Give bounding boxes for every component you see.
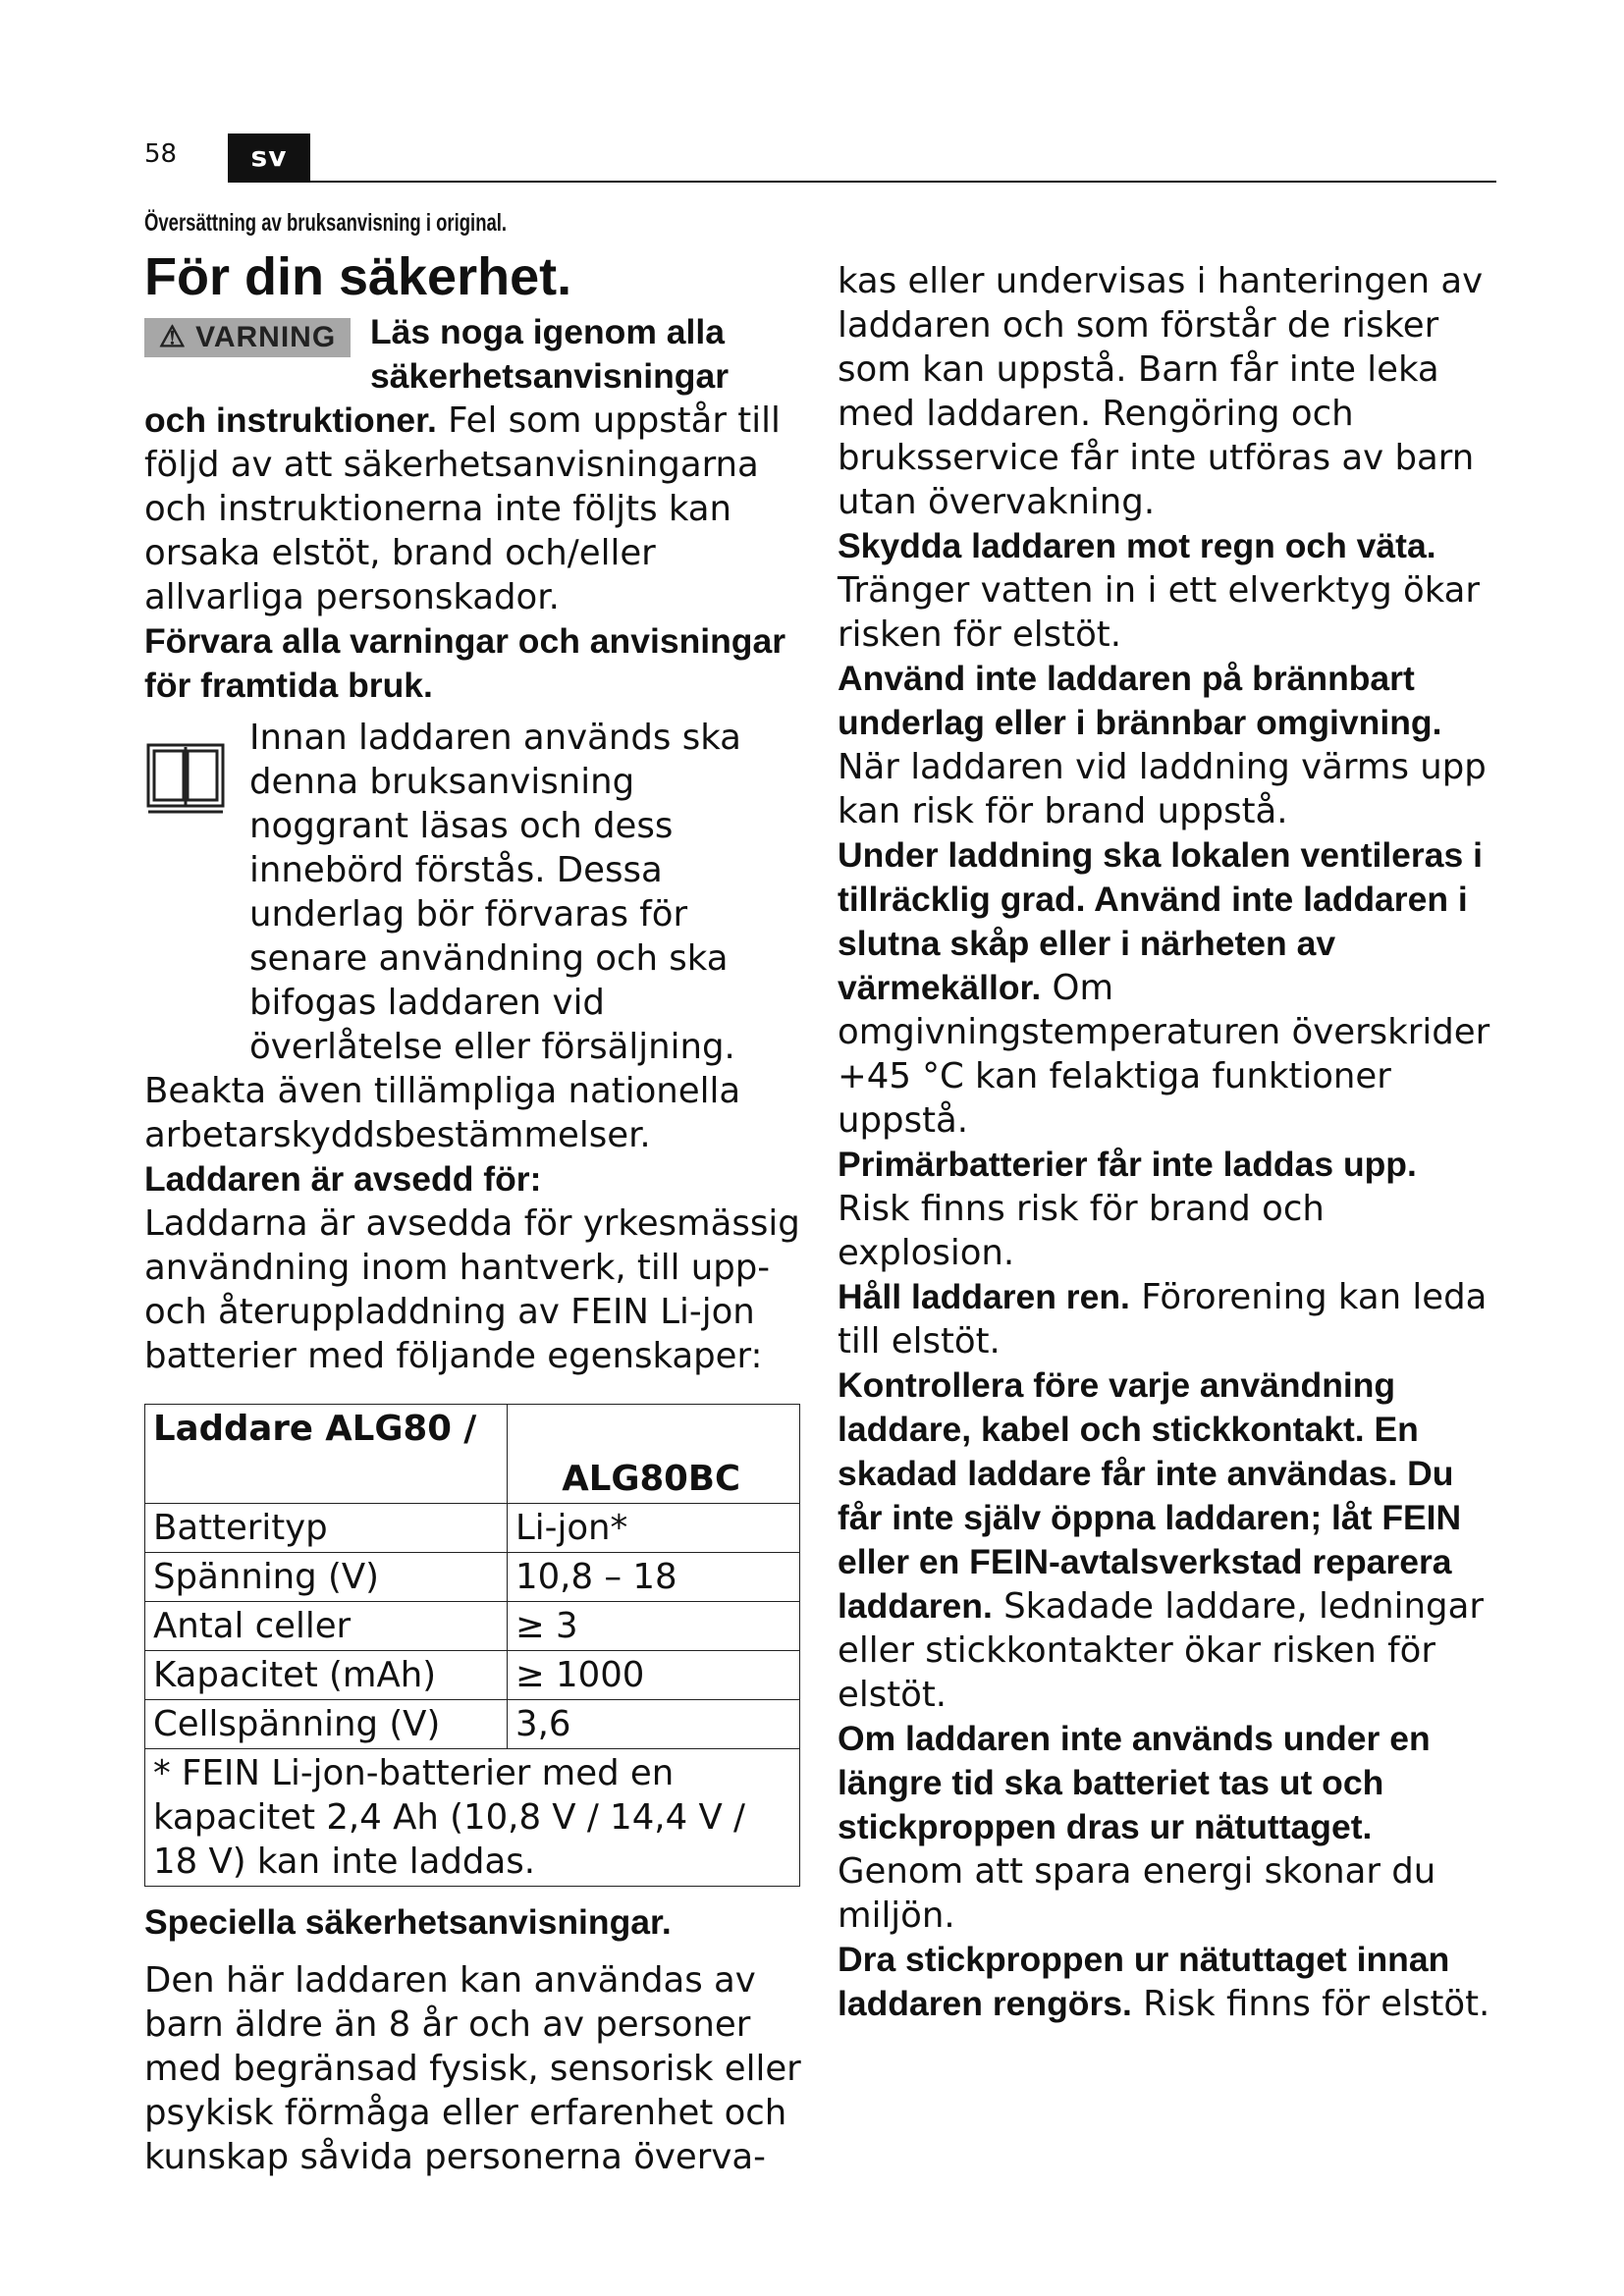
table-row [145,1504,800,1553]
table-row [145,1602,800,1651]
intended-use-text: Laddarna är avsedda för yrkesmässig användning inom hantverk, till upp- och återuppladdning av FEIN Li-jon batterier med följande egenskaper: [144,1203,800,1376]
table-row [145,1553,800,1602]
table-footnote: * FEIN Li-jon-batterier med en kapacitet 2,4 Ah (10,8 V / 14,4 V / 18 V) kan inte laddas. [145,1749,800,1887]
rain-heading: Skydda laddaren mot regn och väta. [838,526,1436,565]
clean-text: Förorening kan leda till elstöt. [838,1277,1488,1362]
table-cell-value: ≥ 1000 [508,1651,800,1700]
ventilation-text: Om omgivningstemperaturen överskrider +45 °C kan felaktiga funktioner uppstå. [838,968,1490,1141]
warning-heading-line-1: Läs noga igenom alla [370,312,725,351]
document-subtitle: Översättning av bruksanvisning i original. [144,209,508,237]
table-cell-label: Kapacitet (mAh) [145,1651,508,1700]
inspect-heading: Kontrollera före varje användning laddare, kabel och stickkontakt. En skadad laddare får inte användas. Du får inte själv öppna laddaren; låt FEIN eller en FEIN-avtalsverkstad reparera laddaren. [838,1365,1462,1626]
warning-heading-line-3: och instruktioner. [144,400,437,440]
rain-text: Tränger vatten in i ett elverktyg ökar risken för elstöt. [838,570,1481,655]
warning-block [144,310,802,399]
national-regulations: Beakta även tillämpliga nationella arbetarskyddsbestämmelser. [144,1071,741,1155]
table-row [145,1651,800,1700]
manual-text: Innan laddaren används ska denna bruksanvisning noggrant läsas och dess innebörd förstås. Dessa underlag bör förvaras för senare användning och ska bifogas laddaren vid överlåtelse eller försäljning. [249,718,741,1067]
inspect-paragraph [838,1363,1505,1717]
header-rule [228,181,1496,183]
table-cell-value: 3,6 [508,1700,800,1749]
table-cell-value: ≥ 3 [508,1602,800,1651]
table-header-right: ALG80BC [508,1405,800,1504]
table-cell-value: Li-jon* [508,1504,800,1553]
unplug-text: Risk finns för elstöt. [1131,1984,1490,2024]
unused-heading: Om laddaren inte används under en längre tid ska batteriet tas ut och stickproppen dras ur nätuttaget. [838,1719,1431,1846]
table-header-left: Laddare ALG80 / [145,1405,508,1504]
continuation-text: kas eller undervisas i hanteringen av laddaren och som förstår de risker som kan uppstå. Barn får inte leka med laddaren. Rengöring och bruksservice får inte utföras av barn utan övervakning. [838,261,1484,522]
unplug-heading: Dra stickproppen ur nätuttaget innan laddaren rengörs. [838,1940,1450,2023]
flammable-heading: Använd inte laddaren på brännbart underlag eller i brännbar omgivning. [838,659,1442,742]
table-cell-value: 10,8 – 18 [508,1553,800,1602]
table-row [145,1700,800,1749]
page-number: 58 [144,139,178,169]
inspect-text: Skadade laddare, ledningar eller stickkontakter ökar risken för elstöt. [838,1586,1484,1715]
warning-paragraph [144,399,802,619]
clean-heading: Håll laddaren ren. [838,1277,1130,1316]
table-header-row [145,1405,800,1504]
left-column [144,247,802,2179]
keep-notice: Förvara alla varningar och anvisningar för framtida bruk. [144,621,786,705]
intended-use-heading: Laddaren är avsedd för: [144,1159,542,1199]
primary-battery-heading: Primärbatterier får inte laddas upp. [838,1145,1417,1184]
section-title: För din säkerhet. [144,247,572,306]
table-footnote-row [145,1749,800,1887]
clean-paragraph [838,1275,1505,1363]
ventilation-heading: Under laddning ska lokalen ventileras i tillräcklig grad. Använd inte laddaren i slutna skåp eller i närheten av värmekällor. [838,835,1483,1007]
warning-triangle-icon: ⚠ [158,321,187,353]
special-instructions-text: Den här laddaren kan användas av barn äldre än 8 år och av personer med begränsad fysisk, sensorisk eller psykisk förmåga eller erfarenhet och kunskap såvida personerna överva- [144,1960,801,2177]
warning-badge [144,318,351,357]
table-cell-label: Spänning (V) [145,1553,508,1602]
charger-spec-table [144,1404,800,1887]
right-column [838,259,1505,2026]
table-cell-label: Antal celler [145,1602,508,1651]
language-badge: sv [228,133,310,181]
warning-body: Fel som uppstår till följd av att säkerhetsanvisningarna och instruktionerna inte följts kan orsaka elstöt, brand och/eller allvarliga personskador. [144,400,781,617]
primary-battery-text: Risk finns risk för brand och explosion. [838,1189,1325,1273]
unplug-paragraph [838,1938,1505,2026]
table-cell-label: Cellspänning (V) [145,1700,508,1749]
unused-text: Genom att spara energi skonar du miljön. [838,1851,1436,1936]
manual-notice [144,716,802,1069]
book-icon [144,735,227,818]
table-cell-label: Batterityp [145,1504,508,1553]
flammable-text: När laddaren vid laddning värms upp kan risk för brand uppstå. [838,747,1487,831]
ventilation-paragraph [838,833,1505,1143]
special-instructions-heading: Speciella säkerhetsanvisningar. [144,1902,672,1942]
warning-badge-label: VARNING [195,321,337,353]
warning-heading-line-2: säkerhetsanvisningar [370,356,730,396]
